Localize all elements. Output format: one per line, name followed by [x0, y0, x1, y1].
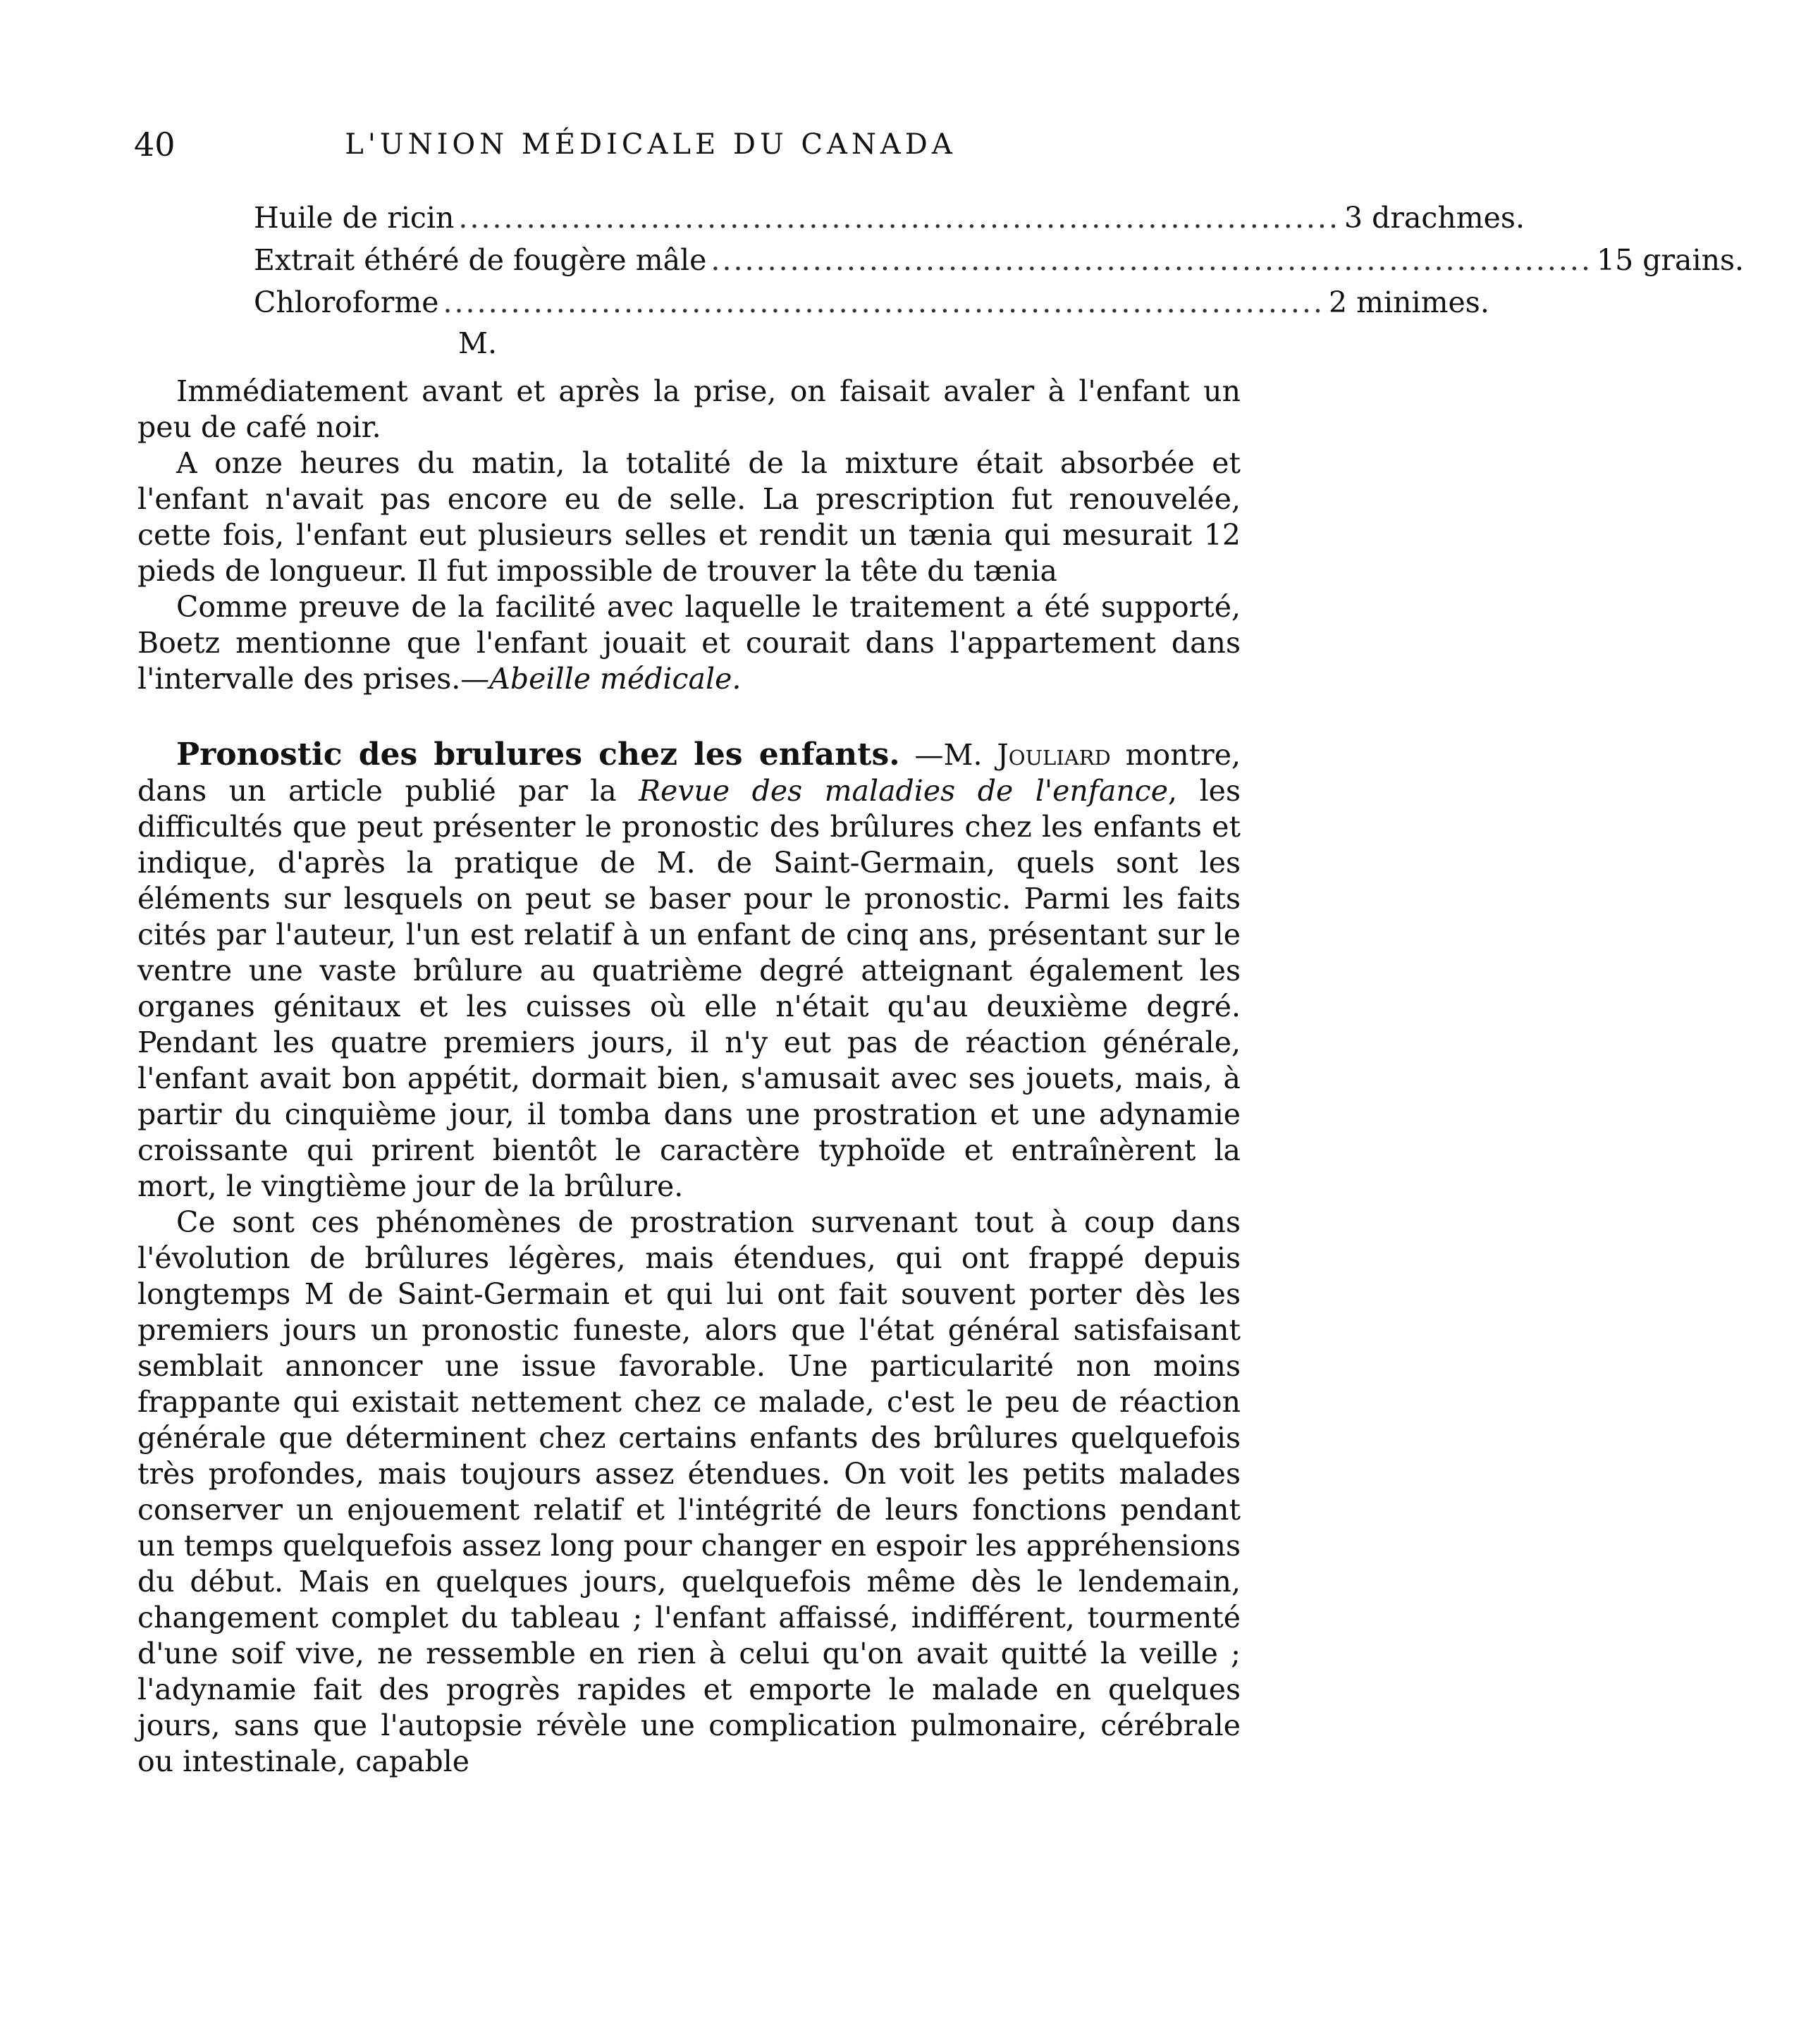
ingredient-quantity: 3 drachmes. — [1344, 201, 1525, 235]
prescription-item — [254, 285, 1489, 328]
running-title: L'UNION MÉDICALE DU CANADA — [345, 128, 957, 161]
paragraph-text: montre, dans un article publié par la — [137, 738, 1241, 808]
ingredient-quantity: 2 minimes. — [1329, 285, 1489, 319]
leader-dots: .............................................................................. — [443, 285, 1325, 319]
paragraph-text: , les difficultés que peut présenter le pronostic des brûlures chez les enfants et indique, d'après la pratique de M. de Saint-Germain, quels sont les éléments sur lesquels on peut se baser pour le pronostic. Parmi les faits cités par l'auteur, l'un est relatif à un enfant de cinq ans, présentant sur le ventre une vaste brûlure au quatrième degré atteignant également les organes génitaux et les cuisses où elle n'était qu'au deuxième degré. Pendant les quatre premiers jours, il n'y eut pas de réaction générale, l'enfant avait bon appétit, dormait bien, s'amusait avec ses jouets, mais, à partir du cinquième jour, il tomba dans une prostration et une adynamie croissante qui prirent bientôt le caractère typhoïde et entraînèrent la mort, le vingtième jour de la brûlure. — [137, 774, 1241, 1203]
prescription-item — [254, 201, 1525, 243]
prescription-sign: M. — [458, 326, 498, 360]
section-paragraph — [137, 737, 1241, 1205]
prescription-block — [254, 201, 1745, 360]
journal-title: Revue des maladies de l'enfance — [639, 774, 1169, 808]
ingredient-name: Chloroforme — [254, 285, 439, 319]
paragraph: Ce sont ces phénomènes de prostration survenant tout à coup dans l'évolution de brûlures légères, mais étendues, qui ont frappé depuis longtemps M de Saint-Germain et qui lui ont fait souvent porter dès les premiers jours un pronostic funeste, alors que l'état général satisfaisant semblait annoncer une issue favorable. Une particularité non moins frappante qui existait nettement chez ce malade, c'est le peu de réaction générale que déterminent chez certains enfants des brûlures quelquefois très profondes, mais toujours assez étendues. On voit les petits malades conserver un enjouement relatif et l'intégrité de leurs fonctions pendant un temps quelquefois assez long pour changer en espoir les appréhensions du début. Mais en quelques jours, quelquefois même dès le lendemain, changement complet du tableau ; l'enfant affaissé, indifférent, tourmenté d'une soif vive, ne ressemble en rien à celui qu'on avait quitté la veille ; l'adynamie fait des progrès rapides et emporte le malade en quelques jours, sans que l'autopsie révèle une complication pulmonaire, cérébrale ou intestinale, capable — [137, 1205, 1241, 1778]
ingredient-quantity: 15 grains. — [1596, 243, 1745, 277]
paragraph: Immédiatement avant et après la prise, on faisait avaler à l'enfant un peu de café noir. — [137, 374, 1241, 444]
leader-dots: .............................................................................. — [458, 201, 1340, 235]
section-dash: —M. — [899, 738, 997, 772]
prescription-item — [254, 243, 1745, 285]
ingredient-name: Huile de ricin — [254, 201, 455, 235]
paragraph — [137, 589, 1241, 697]
source-citation: Abeille médicale. — [489, 662, 742, 696]
page-number: 40 — [134, 125, 176, 164]
author-name: Jouliard — [997, 738, 1111, 772]
paragraph: A onze heures du matin, la totalité de la mixture était absorbée et l'enfant n'avait pas encore eu de selle. La prescription fut renouvelée, cette fois, l'enfant eut plusieurs selles et rendit un tænia qui mesurait 12 pieds de longueur. Il fut impossible de trouver la tête du tænia — [137, 446, 1241, 588]
leader-dots: .............................................................................. — [711, 243, 1592, 277]
section-title: Pronostic des brulures chez les enfants. — [176, 737, 900, 772]
ingredient-name: Extrait éthéré de fougère mâle — [254, 243, 707, 277]
paragraph-text: Comme preuve de la facilité avec laquelle le traitement a été supporté, Boetz mentionne que l'enfant jouait et courait dans l'appartement dans l'intervalle des prises.— — [137, 590, 1241, 696]
page-header — [134, 125, 1167, 168]
body-text — [137, 374, 1241, 1780]
